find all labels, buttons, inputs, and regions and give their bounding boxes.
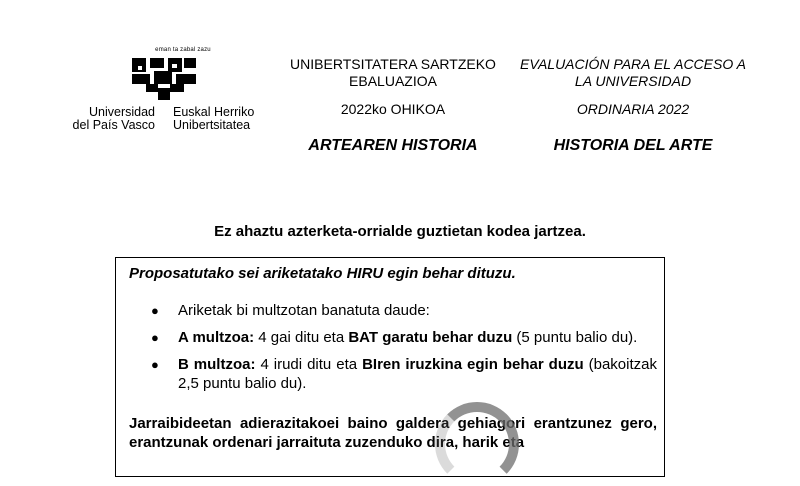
list-item (129, 328, 657, 347)
exam-date-es: ORDINARIA 2022 (576, 101, 690, 117)
group-b-label: B multzoa: (178, 356, 256, 373)
item-text: (bakoitzak 2,5 puntu balio du). (178, 356, 657, 392)
instructions-intro: Proposatutako sei ariketatako HIRU egin behar dituzu. (129, 265, 516, 282)
item-emphasis: BIren iruzkina egin behar duzu (362, 356, 584, 373)
code-reminder: Ez ahaztu azterketa-orrialde guztietan kodea jartzea. (214, 223, 586, 240)
exam-title-eu: UNIBERTSITATERA SARTZEKO EBALUAZIOA (290, 56, 496, 89)
group-a-label: A multzoa: (178, 329, 255, 346)
item-emphasis: BAT garatu behar duzu (348, 329, 513, 346)
instructions-closing: Jarraibideetan adierazitakoei baino galdera gehiagori erantzunez gero, erantzunak ordenari jarraituta zuzenduko dira, harik eta (129, 415, 657, 451)
logo-name-es: Universidad del País Vasco (72, 105, 155, 132)
bullet-icon: ● (151, 303, 159, 318)
exam-title-es: EVALUACIÓN PARA EL ACCESO A LA UNIVERSIDAD (520, 56, 746, 89)
upv-ehu-tree-icon (130, 54, 200, 102)
exam-date-eu: 2022ko OHIKOA (340, 101, 446, 117)
list-item (129, 301, 657, 320)
bullet-icon: ● (151, 357, 159, 372)
item-text: 4 irudi ditu eta (255, 356, 363, 373)
item-text: Ariketak bi multzotan banatuta daude: (178, 302, 430, 319)
bullet-icon: ● (151, 330, 159, 345)
subject-title-eu: ARTEAREN HISTORIA (308, 137, 478, 154)
subject-title-es: HISTORIA DEL ARTE (553, 137, 713, 154)
university-logo (60, 44, 280, 134)
item-text: (5 puntu balio du). (512, 329, 638, 346)
logo-name-eu: Euskal Herriko Unibertsitatea (173, 105, 255, 132)
item-text: 4 gai ditu eta (254, 329, 349, 346)
instructions-list (129, 301, 657, 393)
logo-motto: eman ta zabal zazu (155, 47, 211, 53)
list-item (129, 355, 657, 393)
instructions-box (115, 257, 665, 477)
